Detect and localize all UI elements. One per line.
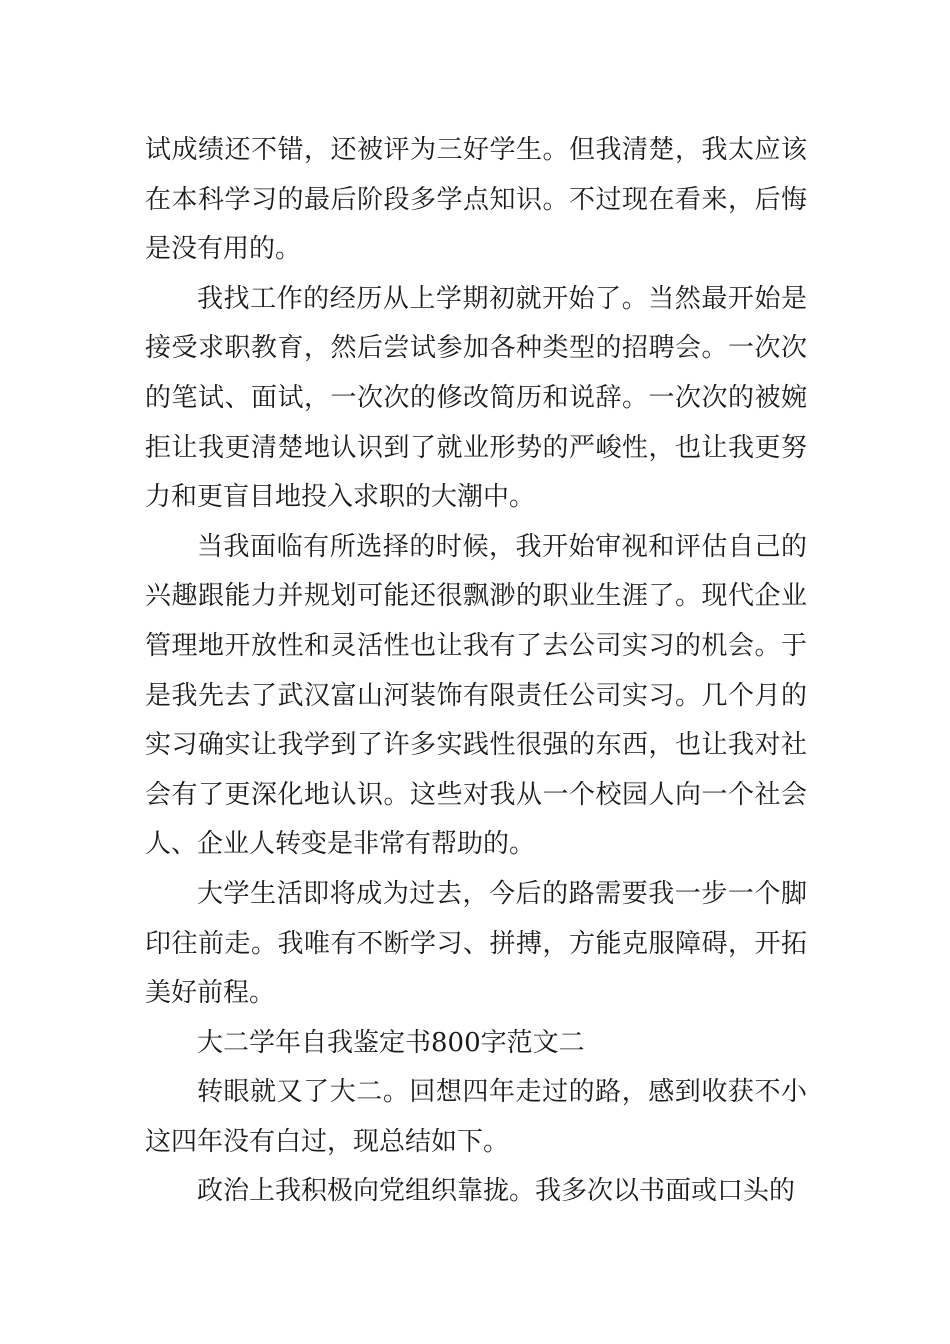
paragraph-internship: 当我面临有所选择的时候，我开始审视和评估自己的兴趣跟能力并规划可能还很飘渺的职业生涯了。现代企业管理地开放性和灵活性也让我有了去公司实习的机会。于是我先去了武汉富山河装饰有限责任公司实习。几个月的实习确实让我学到了许多实践性很强的东西，也让我对社会有了更深化地认识。这些对我从一个校园人向一个社会人、企业人转变是非常有帮助的。 [145, 531, 807, 860]
paragraph-job-search: 我找工作的经历从上学期初就开始了。当然最开始是接受求职教育，然后尝试参加各种类型的招聘会。一次次的笔试、面试，一次次的修改简历和说辞。一次次的被婉拒让我更清楚地认识到了就业形势的严峻性，也让我更努力和更盲目地投入求职的大潮中。 [145, 283, 807, 513]
paragraph-summary-intro: 转眼就又了大二。回想四年走过的路，感到收获不小这四年没有白过，现总结如下。 [145, 1077, 807, 1157]
section-heading: 大二学年自我鉴定书800字范文二 [197, 1027, 585, 1058]
paragraph-continuation: 试成绩还不错，还被评为三好学生。但我清楚，我太应该在本科学习的最后阶段多学点知识。不过现在看来，后悔是没有用的。 [145, 135, 807, 265]
document-body [145, 126, 807, 1217]
paragraph-politics: 政治上我积极向党组织靠拢。我多次以书面或口头的 [197, 1176, 796, 1207]
paragraph-future: 大学生活即将成为过去，今后的路需要我一步一个脚印往前走。我唯有不断学习、拼搏，方能克服障碍，开拓美好前程。 [145, 878, 807, 1009]
